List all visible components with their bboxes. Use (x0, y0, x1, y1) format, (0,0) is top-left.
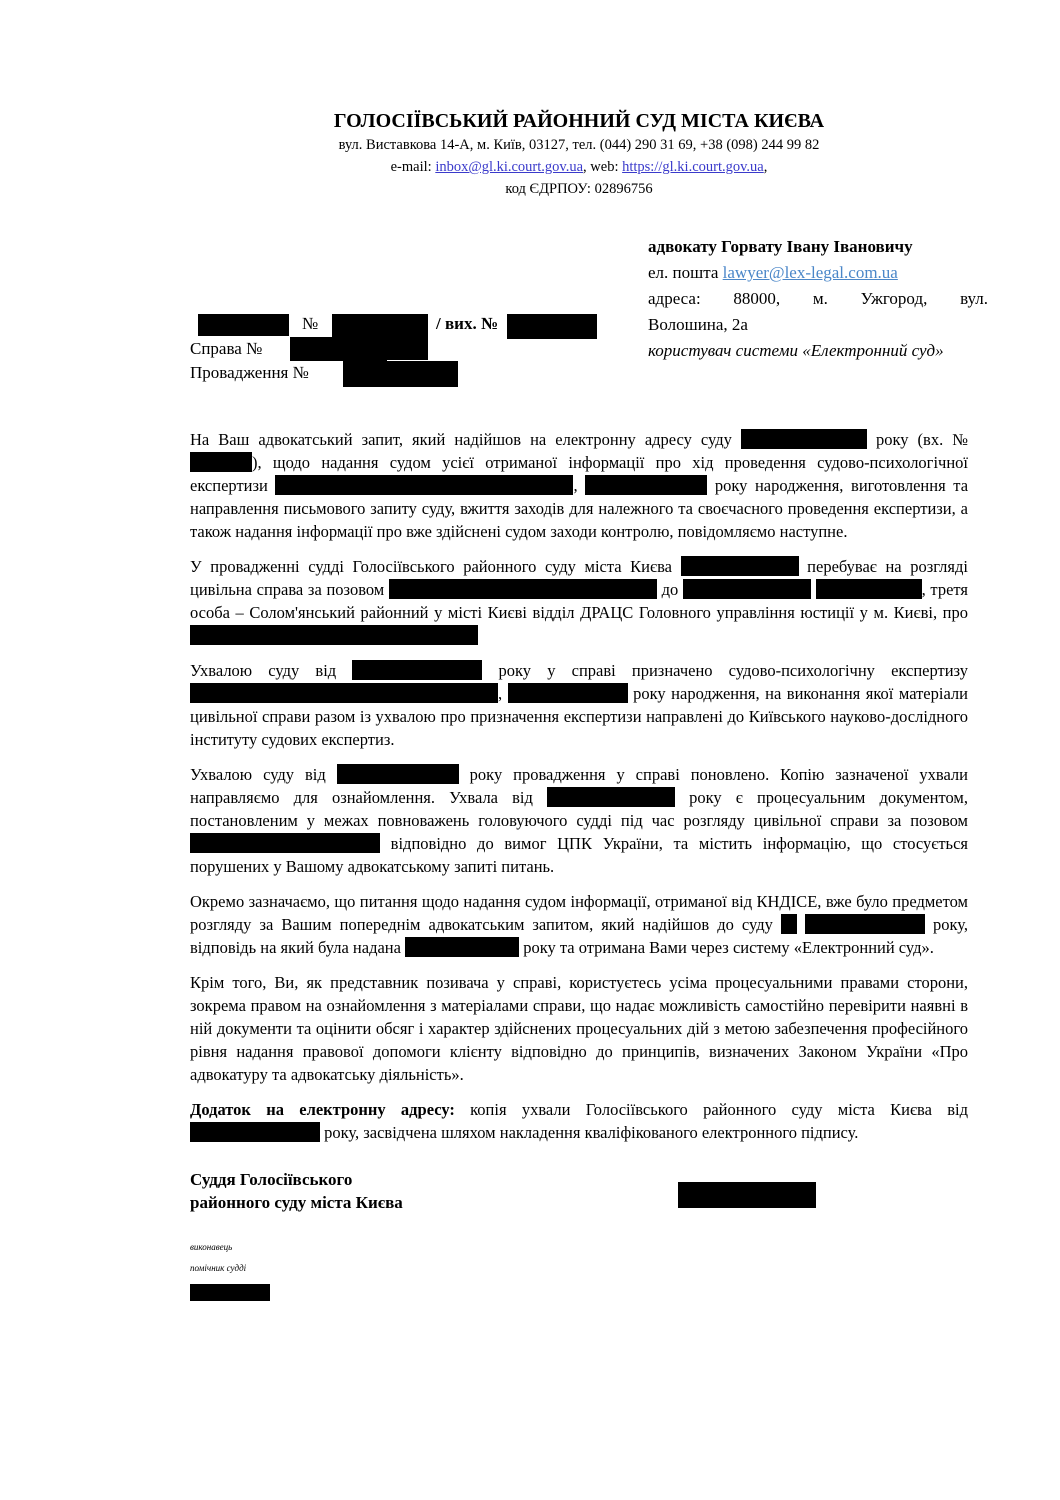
redaction-box (741, 429, 867, 449)
paragraph-previous-request: Окремо зазначаємо, що питання щодо надання судом інформації, отриманої від КНДІСЕ, вже було предметом розгляду за Вашим попереднім адвокатським запитом, який надійшов до суду року, відповідь на який була надана року та отримана Вами через систему «Електронний суд». (190, 892, 968, 957)
redaction-box (405, 937, 519, 957)
redaction-box (343, 361, 458, 387)
court-address: вул. Виставкова 14-А, м. Київ, 03127, тел. (044) 290 31 69, +38 (098) 244 99 82 (338, 137, 820, 153)
redaction-box (816, 579, 922, 599)
redaction-box (198, 314, 289, 336)
court-web-link[interactable]: https://gl.ki.court.gov.ua (622, 159, 764, 175)
redaction-box (190, 452, 252, 472)
paragraph-resumed-proceeding: Ухвалою суду від року провадження у справі поновлено. Копію зазначеної ухвали направляємо для ознайомлення. Ухвала від року є процесуальним документом, постановленим у межах повноважень головуючого судді під час розгляду цивільної справи за позовом відповідно до вимог ЦПК України, та містить інформацію, що стосується порушених у Вашому адвокатському запиті питань. (190, 765, 968, 876)
document-content (190, 108, 988, 1301)
contacts-trailing: , (763, 159, 768, 175)
reference-block (190, 312, 660, 392)
redaction-box (190, 683, 498, 703)
redaction-box (190, 625, 478, 645)
redaction-box (678, 1182, 816, 1208)
redaction-box (275, 475, 573, 495)
redaction-box (508, 683, 628, 703)
redaction-box (190, 1122, 320, 1142)
redaction-box (190, 833, 380, 853)
email-label: e-mail: (390, 159, 436, 175)
redaction-box (290, 337, 387, 361)
redaction-box (507, 314, 597, 339)
redaction-box (805, 914, 925, 934)
recipient-address-line2: Волошина, 2а (648, 315, 748, 334)
redaction-box (683, 579, 811, 599)
paragraph-expertise-order: Ухвалою суду від року у справі призначено судово-психологічну експертизу , року народження, на виконання якої матеріали цивільної справи разом із ухвалою про призначення експертизи направлені до Київського науково-дослідного інституту судових експертиз. (190, 661, 969, 749)
court-header (190, 108, 968, 200)
judge-title (190, 1168, 403, 1214)
court-title: ГОЛОСІЇВСЬКИЙ РАЙОННИЙ СУД МІСТА КИЄВА (333, 110, 825, 132)
recipient-email-link[interactable]: lawyer@lex-legal.com.ua (722, 263, 898, 282)
recipient-system-note: користувач системи «Електронний суд» (648, 341, 944, 360)
contacts-separator: , (583, 159, 591, 175)
recipient-address-line1: адреса: 88000, м. Ужгород, вул. (648, 289, 988, 308)
court-edrpou: код ЄДРПОУ: 02896756 (505, 181, 653, 197)
redaction-box (547, 787, 675, 807)
redaction-box (681, 556, 799, 576)
paragraph-case-info: У провадженні судді Голосіївського районного суду міста Києва перебуває на розгляді цивільна справа за позовом до , третя особа – Солом'янський районний у місті Києві відділ ДРАЦС Головного управління юстиції у м. Києві, про (190, 555, 968, 647)
recipient-email-line (648, 260, 988, 286)
judge-title-line1: Суддя Голосіївського (190, 1170, 353, 1189)
web-label: web: (590, 159, 623, 175)
footer-notes (190, 1242, 968, 1301)
redaction-box (352, 660, 482, 680)
paragraph-attachment: Додаток на електронну адресу: копія ухвали Голосіївського районного суду міста Києва від року, засвідчена шляхом накладення кваліфікованого електронного підпису. (190, 1100, 968, 1142)
court-email-link[interactable]: inbox@gl.ki.court.gov.ua (435, 159, 584, 175)
paragraph-rights-note: Крім того, Ви, як представник позивача у справі, користуєтесь усіма процесуальними правами сторони, зокрема правом на ознайомлення з матеріалами справи, що надає можливість самостійно перевірити наявні в ній документи та оцінити обсяг і характер здійснених процесуальних дій з метою забезпечення професійного рівня надання правової допомоги клієнту відповідно до принципів, визначених Законом України «Про адвокатуру та адвокатську діяльність». (190, 973, 968, 1084)
case-number-label: Справа № (190, 339, 263, 358)
paragraph-intro: На Ваш адвокатський запит, який надійшов на електронну адресу суду року (вх. № ), щодо надання судом усієї отриманої інформації про хід проведення судово-психологічної експертизи , року народження, виготовлення та направлення письмового запиту суду, вжиття заходів для належного та своєчасного проведення експертизи, а також надання інформації про вже здійснені судом заходи контролю, повідомляємо наступне. (190, 430, 969, 541)
recipient-block (648, 234, 988, 364)
number-sign: № (302, 314, 319, 333)
signature-block (190, 1168, 968, 1214)
court-contacts-line (190, 156, 968, 178)
judge-title-line2: районного суду міста Києва (190, 1193, 403, 1212)
redaction-box (781, 914, 797, 934)
redaction-box (337, 764, 459, 784)
outgoing-number-label: / вих. № (436, 314, 499, 333)
recipient-name: адвокату Горвату Івану Івановичу (648, 237, 913, 256)
redaction-box (585, 475, 707, 495)
executor-label: виконавець (190, 1242, 233, 1252)
letter-body (190, 428, 968, 1144)
assistant-label: помічник судді (190, 1263, 247, 1273)
proceeding-number-label: Провадження № (190, 363, 309, 382)
redaction-box (190, 1284, 270, 1301)
info-section (190, 230, 988, 428)
bold-lead-in: Додаток на електронну адресу: (190, 1100, 455, 1119)
redaction-box (389, 579, 657, 599)
recipient-email-label: ел. пошта (648, 263, 723, 282)
